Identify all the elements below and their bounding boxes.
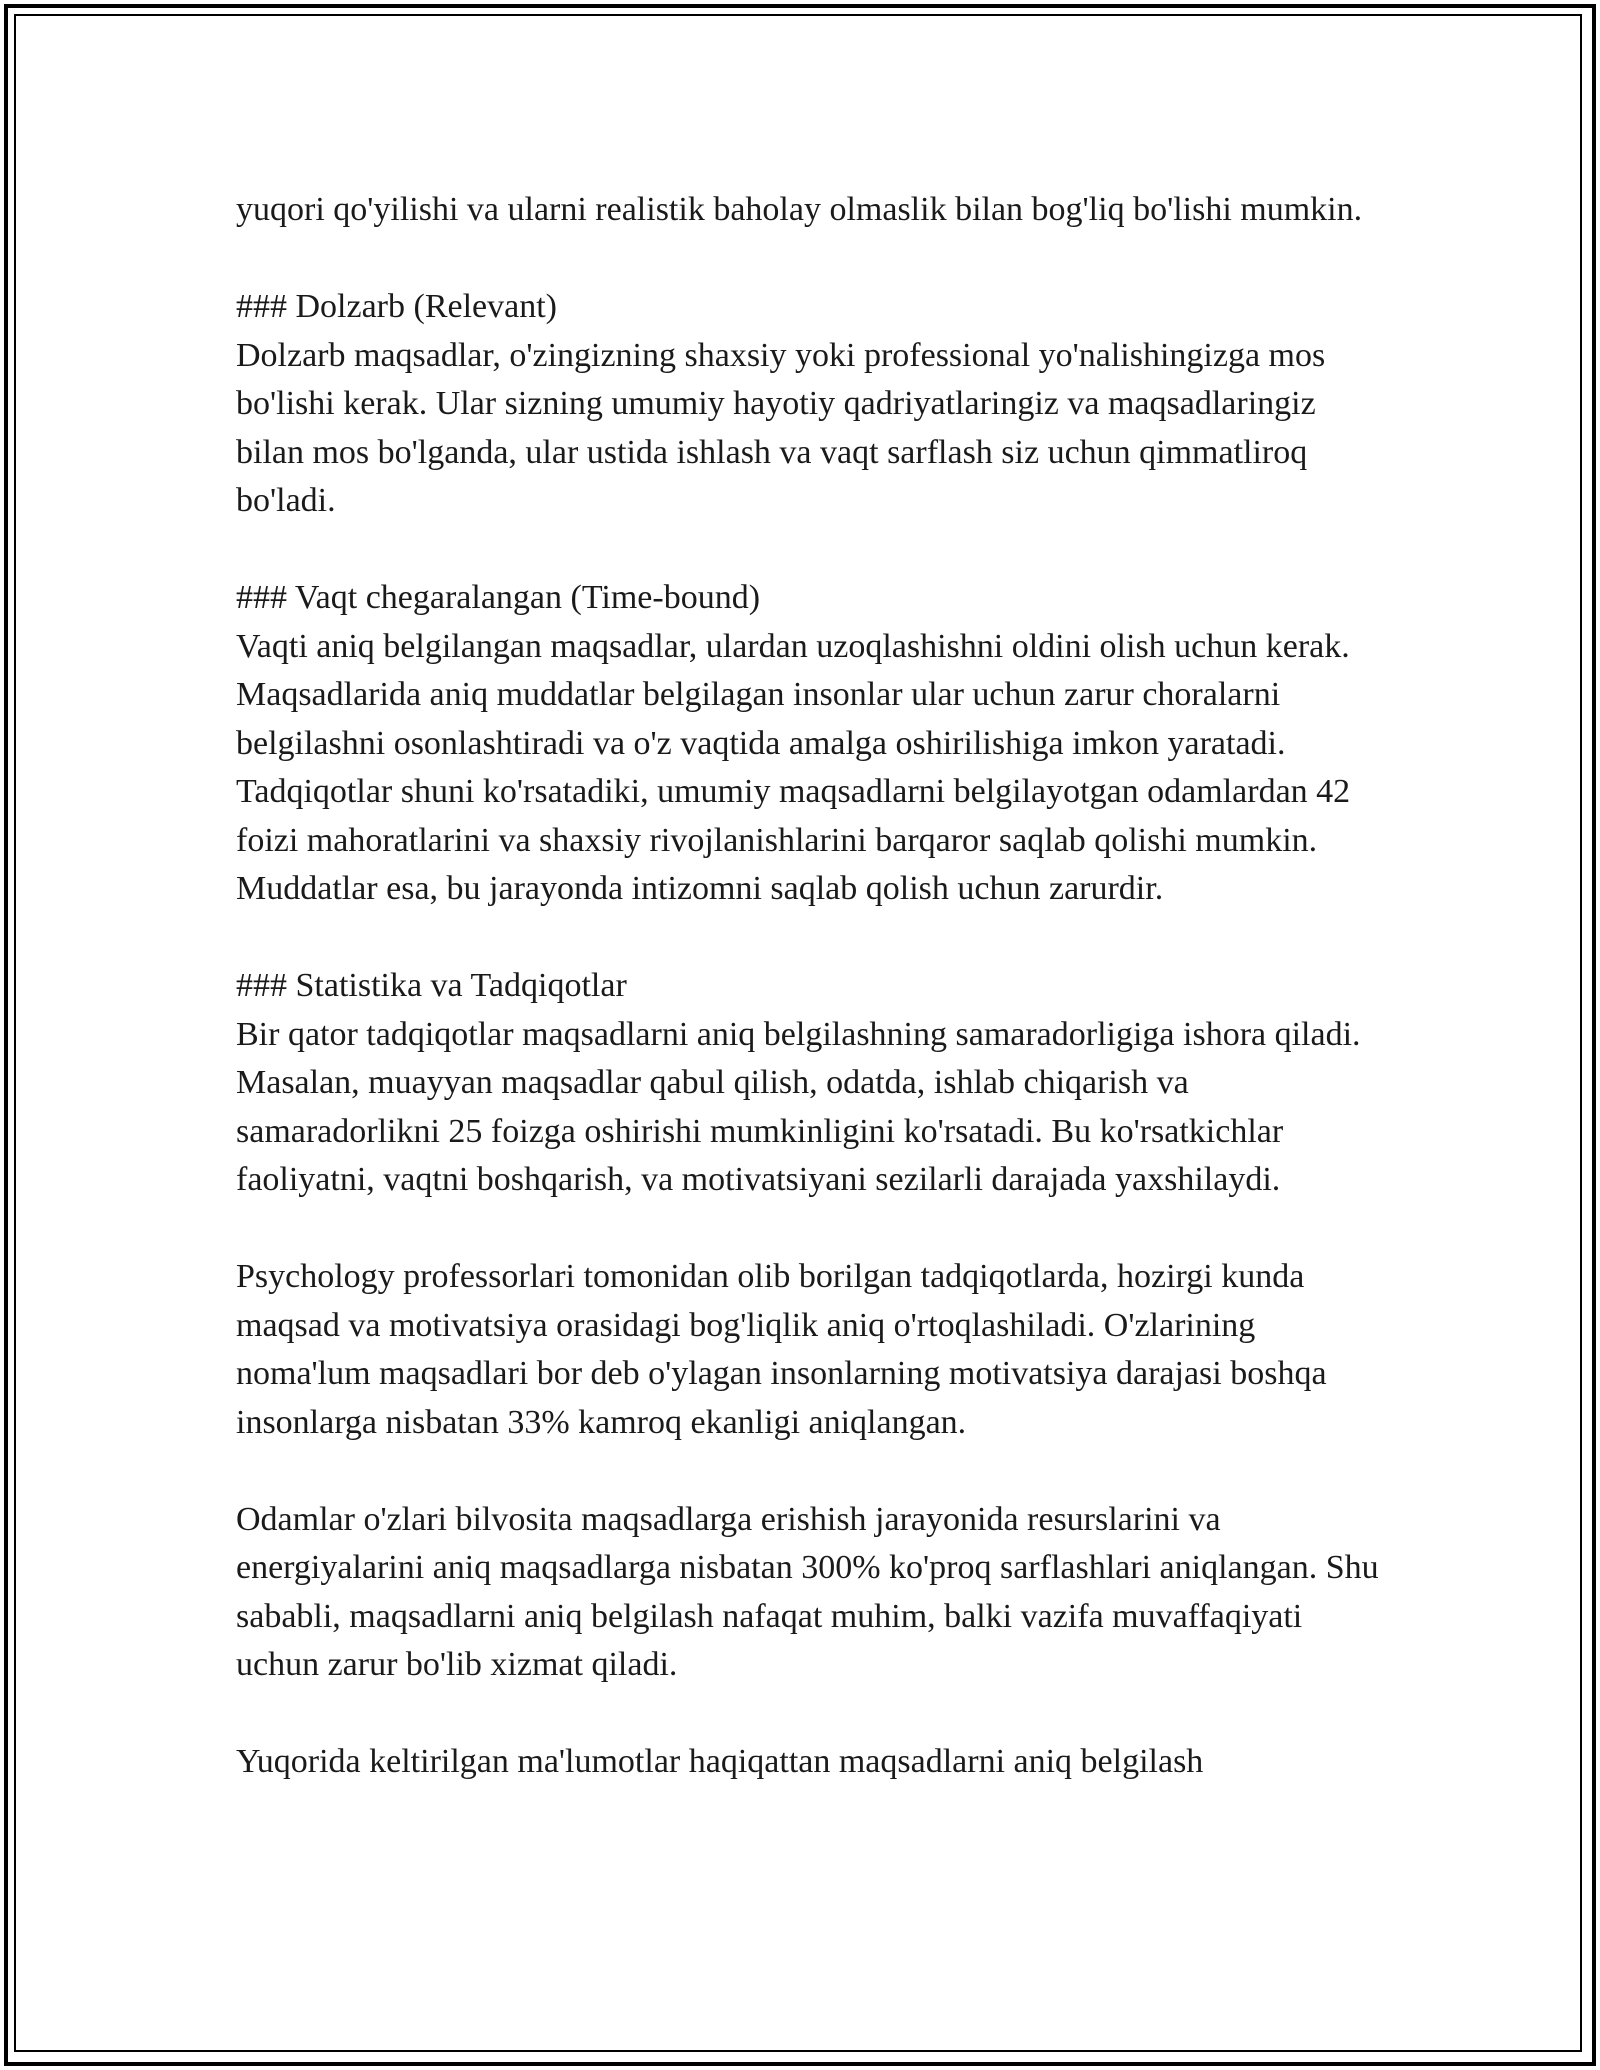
section-heading-statistics: ### Statistika va Tadqiqotlar — [236, 967, 627, 1004]
document-body — [236, 186, 1386, 1835]
paragraph-time-bound: Vaqti aniq belgilangan maqsadlar, ulardan uzoqlashishni oldini olish uchun kerak. Maqsadlarida aniq muddatlar belgilagan insonlar ular uchun zarur choralarni belgilashni osonlashtiradi va o'z vaqtida amalga oshirilishiga imkon yaratadi. Tadqiqotlar shuni ko'rsatadiki, umumiy maqsadlarni belgilayotgan odamlardan 42 foizi mahoratlarini va shaxsiy rivojlanishlarini barqaror saqlab qolishi mumkin. Muddatlar esa, bu jarayonda intizomni saqlab qolish uchun zarurdir. — [236, 627, 1351, 907]
section-heading-time-bound: ### Vaqt chegaralangan (Time-bound) — [236, 579, 761, 616]
paragraph-conclusion: Yuqorida keltirilgan ma'lumotlar haqiqattan maqsadlarni aniq belgilash — [236, 1743, 1204, 1780]
paragraph-continued: yuqori qo'yilishi va ularni realistik baholay olmaslik bilan bog'liq bo'lishi mumkin. — [236, 191, 1363, 228]
paragraph-psychology: Psychology professorlari tomonidan olib borilgan tadqiqotlarda, hozirgi kunda maqsad va motivatsiya orasidagi bog'liqlik aniq o'rtoqlashiladi. O'zlarining noma'lum maqsadlari bor deb o'ylagan insonlarning motivatsiya darajasi boshqa insonlarga nisbatan 33% kamroq ekanligi aniqlangan. — [236, 1258, 1327, 1441]
section-heading-relevant: ### Dolzarb (Relevant) — [236, 288, 557, 325]
paragraph-resources: Odamlar o'zlari bilvosita maqsadlarga erishish jarayonida resurslarini va energiyalarini aniq maqsadlarga nisbatan 300% ko'proq sarflashlari aniqlangan. Shu sababli, maqsadlarni aniq belgilash nafaqat muhim, balki vazifa muvaffaqiyati uchun zarur bo'lib xizmat qiladi. — [236, 1500, 1379, 1683]
paragraph-relevant: Dolzarb maqsadlar, o'zingizning shaxsiy yoki professional yo'nalishingizga mos bo'lishi kerak. Ular sizning umumiy hayotiy qadriyatlaringiz va maqsadlaringiz bilan mos bo'lganda, ular ustida ishlash va vaqt sarflash siz uchun qimmatliroq bo'ladi. — [236, 336, 1326, 519]
paragraph-statistics: Bir qator tadqiqotlar maqsadlarni aniq belgilashning samaradorligiga ishora qiladi. Masalan, muayyan maqsadlar qabul qilish, odatda, ishlab chiqarish va samaradorlikni 25 foizga oshirishi mumkinligini ko'rsatadi. Bu ko'rsatkichlar faoliyatni, vaqtni boshqarish, va motivatsiyani sezilarli darajada yaxshilaydi. — [236, 1015, 1361, 1198]
